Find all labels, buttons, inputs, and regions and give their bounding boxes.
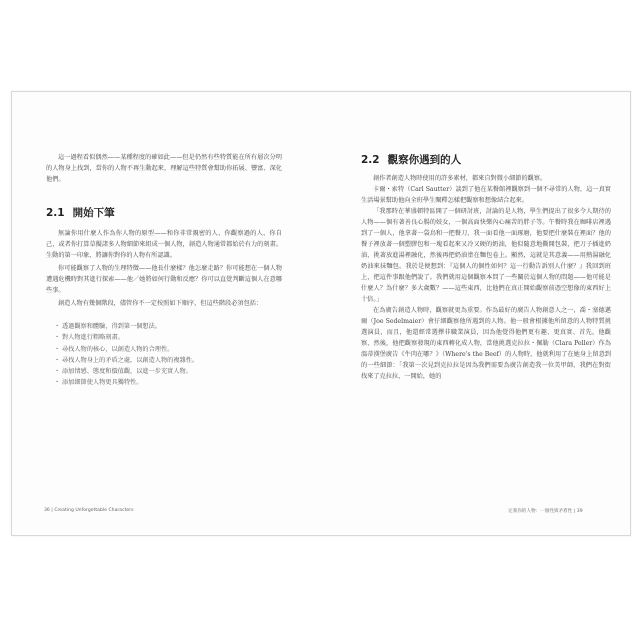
section-number: 2.2 (361, 154, 380, 166)
section-title: 開始下筆 (72, 207, 115, 219)
body-paragraph: 卡爾・索特（Carl Sautter）談到了他在某餐館裡觀察到一個不尋常的人物，這一真實生活場景幫助他向全班學生闡釋怎樣把觀察和想像結合起來。 (361, 186, 611, 204)
body-paragraph: 你可能觀察了人物的生理特徵——他長什麼樣？他怎麼走路？你可能想在一個人物遭遇危機時對其進行探索——他／她將如何行動和反應？你可以直覺判斷這個人在意哪些事。 (46, 265, 282, 294)
section-heading (361, 152, 611, 167)
book-spread (11, 91, 631, 536)
section-heading (46, 205, 282, 220)
body-paragraph: 創造人物有幾個階段，儘管你不一定按照如下順序，但這些階段必須包括： (58, 300, 263, 307)
list-item: ・ 尋找人物的核心，以創造人物的合理性。 (54, 345, 174, 353)
section-number: 2.1 (46, 207, 65, 219)
quote-paragraph: 「我那時在華盛頓特區開了一個研討班，討論的是人物，學生們提出了很多令人期待的人物——個有著善良心腸的妓女，一個高面快樂內心痛苦的胖子等。午餐時我在咖啡店裡遇到了一個人，他拿著一袋鳥和一把餐刀，我一面看他一面琢磨，他要把什麼裝在裡面？他的餐子裡放著一個塑膠包和一塊看起來又冷又硬的奶油，他似隨意地撕開包裝，把刀子插進奶油，挑著放進湯裡融化，然後再把奶油塗在麵包卷上。顯然，這就是其意義——用熱湯融化奶油來抹麵包。我於是便想到：『這個人的個性如何？這一行動告訴別人什麼？』我回到班上，把這件事跟他們說了。我們就用這個觀察本問了一些關於這個人物的問題——他可能是什麼人？為什麼？多大歲數？——這些東西，比他們在真正開始觀察前憑空想像的東西好上十倍。」 (361, 208, 611, 303)
body-paragraph: 創作者創造人物時使用的許多素材，都來自對微小細節的觀察。 (373, 175, 547, 182)
stage-list (54, 321, 282, 389)
body-paragraph: 在為廣告創造人物時，觀察就更為重要。作為最好的廣告人物創意人之一，喬・塞德邁爾（Joe Sedelmaier）會仔細觀察他所遇到的人物。他一般會根據他所留意的人物特質挑選演員，而且，他還經常選擇非職業演員，因為他覺得他們更有趣、更真實、首先，他觀察、然後，他把觀察發現的東西轉化成人物，當他挑選克拉拉・佩勒（Clara Peller）作為溫蒂漢堡廣告《牛肉在哪？》（Where's the Beef）的人物時，他就利用了在她身上留意到的一些細節：「我第一次見到克拉拉是因為我們需要為廣告創造我一位美甲師，我們在對街找來了克拉拉，一開始，她的 (361, 307, 611, 380)
list-item: ・ 添加細節使人物更具獨特性。 (54, 379, 143, 387)
list-item: ・ 透過觀察和體驗，得到第一個想法。 (54, 323, 161, 330)
right-page-footer: 定義你的人物：一個性與矛盾性 | 39 (508, 509, 583, 514)
intro-paragraph: 這一過程看似偶然——某種程度的確如此——但是仍然有些特質能在所有層次分明的人物身上找到，當你的人物不再生動起來，理解這些特質會幫助你拓展、豐富、深化他們。 (46, 154, 282, 183)
left-page-footer: 36 | Creating Unforgettable Characters (44, 508, 134, 513)
section-title: 觀察你遇到的人 (387, 154, 462, 166)
body-paragraph: 無論你用什麼人作為你人物的原型——和你非常親密的人、你觀察過的人、你自己，或者你打算草擬諸多人物細節來組成一個人物，創造人物通常都始於有力的刻畫。生動的第一印象，將讓你對你的人物有所認識。 (46, 230, 282, 259)
left-page (46, 92, 282, 389)
list-item: ・ 對人物進行粗略刻畫。 (54, 334, 124, 342)
right-page (361, 92, 611, 382)
list-item: ・ 添加情感、態度和價值觀，以進一步充實人物。 (54, 368, 192, 376)
list-item: ・ 尋找人物身上的矛盾之處，以創造人物的複雜性。 (54, 356, 199, 364)
